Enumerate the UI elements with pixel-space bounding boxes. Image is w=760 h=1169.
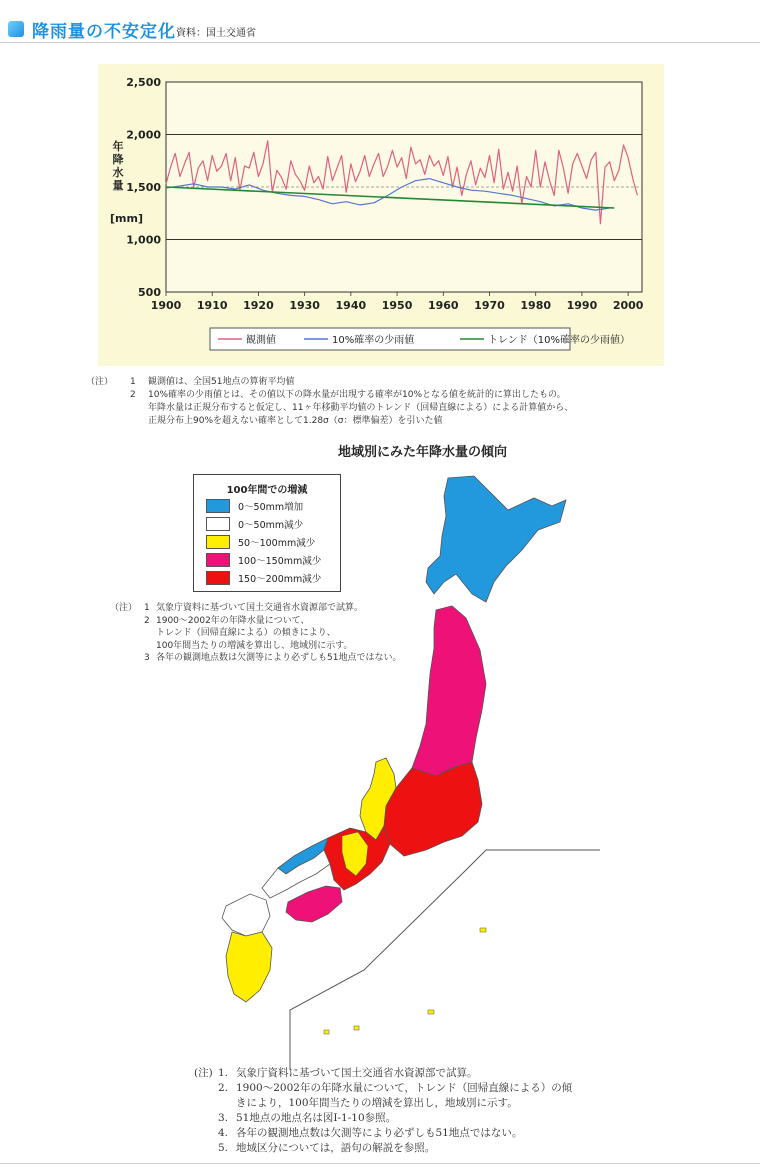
legend-swatch [206,571,230,585]
region-kanto-chubu [384,762,482,856]
x-tick-label: 1920 [243,299,274,312]
region-kyushu-north [222,894,270,936]
section-icon [8,21,24,37]
island [324,1030,329,1034]
notes-label: （注） [86,377,114,387]
annual-precipitation-chart [98,64,664,366]
notes-label: （注） [110,603,138,613]
note-text: 10%確率の少雨値とは、その値以下の降水量が出現する確率が10%となる値を統計的に算出したもの。 [148,390,566,400]
note-text: トレンド（回帰直線による）の傾きにより、 [156,628,336,638]
note-text: 地域区分については，語句の解説を参照。 [236,1142,436,1154]
note-text: 1900〜2002年の年降水量について、 [156,615,310,626]
map-legend [193,474,341,592]
y-tick-label: 2,000 [126,128,161,142]
note-number: 5. [218,1142,229,1154]
note-text: 各年の観測地点数は欠測等により必ずしも51地点ではない。 [156,653,402,663]
note-number: 2 [130,390,136,400]
region-hokkaido [426,476,566,602]
note-text: きにより，100年間当たりの増減を算出し，地域別に示す。 [236,1097,518,1109]
x-tick-label: 1960 [427,299,459,312]
chart-legend [210,328,630,350]
note-number: 2. [218,1082,229,1094]
y-axis-label-char: 量 [112,179,124,192]
y-axis-label-char: 年 [112,140,124,153]
y-tick-label: 1,500 [126,181,161,194]
y-axis-label-char: 降 [112,153,124,166]
legend-label: 50〜100mm減少 [238,538,316,549]
legend-label: トレンド（10%確率の少雨値） [488,335,630,346]
note-number: 1 [130,377,136,387]
y-tick-label: 500 [138,286,161,299]
note-text: 気象庁資料に基づいて国土交通省水資源部で試算。 [236,1067,478,1079]
map-title: 地域別にみた年降水量の傾向 [338,445,508,460]
legend-label: 100〜150mm減少 [238,556,322,567]
note-text: 100年間当たりの増減を算出し、地域別に示す。 [156,640,353,651]
note-text: 51地点の地点名は図Ⅰ-1-10参照。 [236,1112,397,1124]
legend-swatch [206,535,230,549]
x-tick-label: 2000 [612,299,644,312]
page-title: 降雨量の不安定化 [32,22,176,42]
legend-label: 観測値 [246,335,276,346]
footer-divider [0,1163,760,1164]
note-text: 気象庁資料に基づいて国土交通省水資源部で試算。 [156,603,364,613]
notes-label: (注) [194,1067,213,1079]
x-tick-label: 1970 [474,299,505,312]
y-axis-label [113,139,124,192]
note-text: 正規分布上90%を超えない確率として1.28σ（σ：標準偏差）を引いた値 [148,416,443,426]
region-kyushu-south [226,932,272,1002]
legend-label: 0〜50mm増加 [238,502,304,513]
region-tohoku [412,606,486,782]
y-tick-label: 1,000 [126,233,161,247]
legend-label: 10%確率の少雨値 [332,335,415,346]
island [428,1010,434,1014]
region-shikoku [286,886,342,922]
note-number: 3. [218,1112,229,1124]
legend-title: 100年間での増減 [226,485,308,496]
source-label: 資料：国土交通省 [176,28,256,39]
note-text: 各年の観測地点数は欠測等により必ずしも51地点ではない。 [236,1127,523,1139]
note-number: 1 [144,603,150,613]
chart-notes [86,376,706,428]
x-tick-label: 1950 [381,299,413,312]
note-text: 1900〜2002年の年降水量について，トレンド（回帰直線による）の傾 [236,1082,573,1094]
legend-label: 0〜50mm減少 [238,520,304,531]
note-number: 4. [218,1127,229,1139]
note-number: 3 [144,653,150,663]
note-number: 2 [144,615,150,626]
x-tick-label: 1910 [196,299,228,312]
note-number: 1. [218,1067,229,1079]
x-tick-label: 1930 [289,299,320,312]
island [480,928,486,932]
x-tick-label: 1980 [520,299,552,312]
island [354,1026,359,1030]
x-tick-label: 1900 [150,299,182,312]
y-tick-label: 2,500 [126,76,161,89]
legend-swatch [206,517,230,531]
header-divider [0,42,760,43]
page-header [0,0,760,44]
legend-swatch [206,499,230,513]
note-text: 観測値は、全国51地点の算術平均値 [148,377,295,387]
legend-swatch [206,553,230,567]
note-text: 年降水量は正規分布すると仮定し、11ヶ年移動平均値のトレンド（回帰直線による）による計算値から、 [148,403,574,413]
x-tick-label: 1990 [566,299,598,312]
x-tick-label: 1940 [335,299,367,312]
y-axis-unit: [mm] [110,212,143,225]
y-axis-label-char: 水 [112,166,124,179]
legend-label: 150〜200mm減少 [238,574,322,585]
